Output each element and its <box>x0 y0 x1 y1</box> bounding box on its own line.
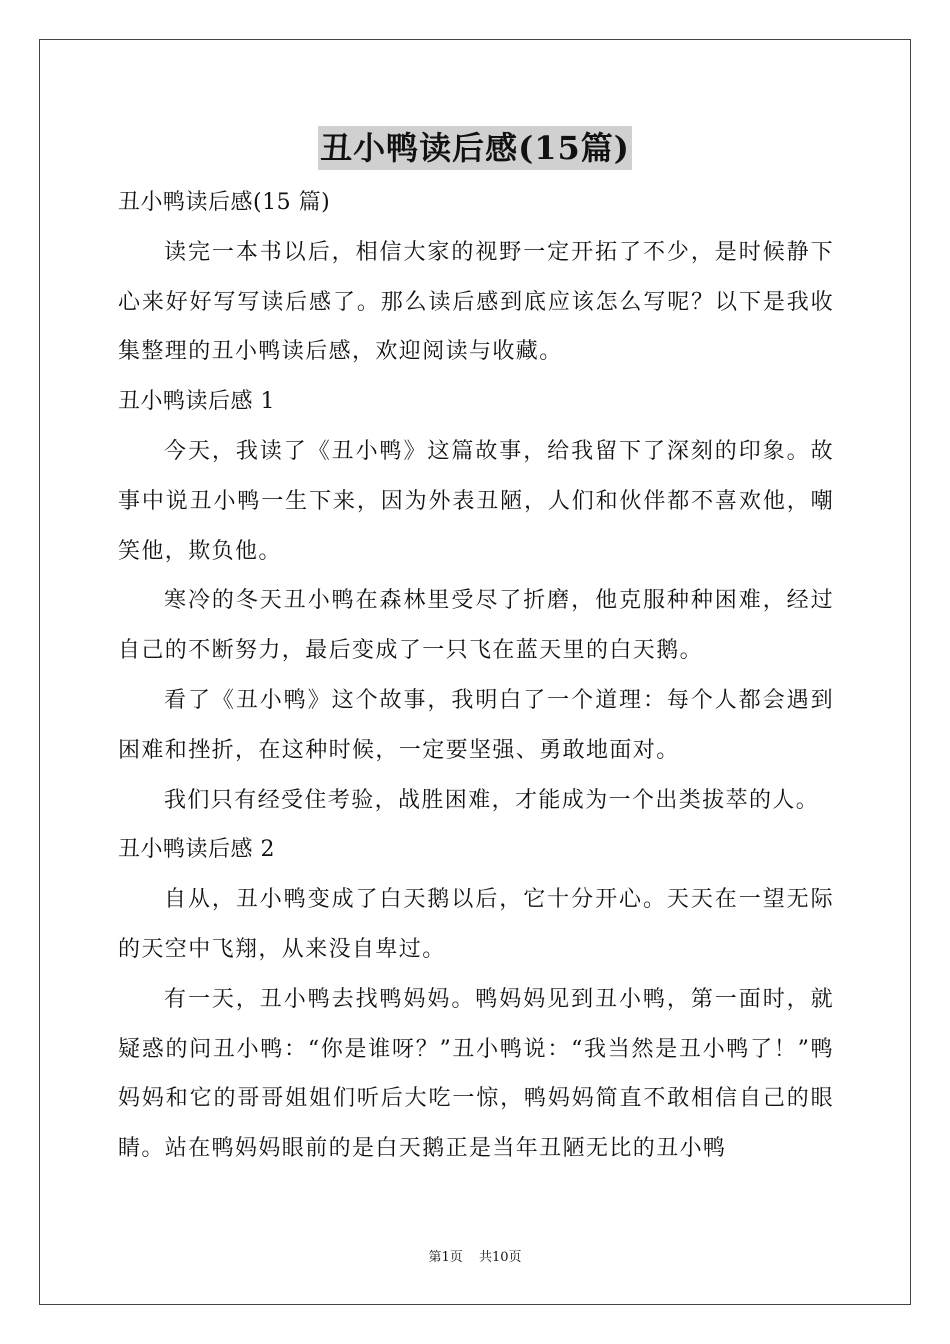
page-total: 共10页 <box>478 1250 522 1265</box>
paragraph: 读完一本书以后，相信大家的视野一定开拓了不少，是时候静下心来好好写写读后感了。那么读后感到底应该怎么写呢？以下是我收集整理的丑小鸭读后感，欢迎阅读与收藏。 <box>118 239 834 365</box>
section-heading: 丑小鸭读后感 1 <box>118 389 275 415</box>
paragraph: 今天，我读了《丑小鸭》这篇故事，给我留下了深刻的印象。故事中说丑小鸭一生下来，因为外表丑陋，人们和伙伴都不喜欢他，嘲笑他，欺负他。 <box>118 438 834 564</box>
section-heading: 丑小鸭读后感(15 篇) <box>118 190 331 215</box>
paragraph: 有一天，丑小鸭去找鸭妈妈。鸭妈妈见到丑小鸭，第一面时，就疑惑的问丑小鸭：“你是谁呀？”丑小鸭说：“我当然是丑小鸭了！”鸭妈妈和它的哥哥姐姐们听后大吃一惊，鸭妈妈简直不敢相信自己的眼睛。站在鸭妈妈眼前的是白天鹅正是当年丑陋无比的丑小鸭 <box>118 986 834 1162</box>
paragraph: 看了《丑小鸭》这个故事，我明白了一个道理：每个人都会遇到困难和挫折，在这种时候，一定要坚强、勇敢地面对。 <box>118 687 834 763</box>
document-title: 丑小鸭读后感(15篇) <box>318 126 632 170</box>
paragraph: 自从，丑小鸭变成了白天鹅以后，它十分开心。天天在一望无际的天空中飞翔，从来没自卑过。 <box>118 887 834 962</box>
paragraph: 我们只有经受住考验，战胜困难，才能成为一个出类拔萃的人。 <box>164 787 820 813</box>
page-footer <box>0 1246 950 1265</box>
paragraph: 寒冷的冬天丑小鸭在森林里受尽了折磨，他克服种种困难，经过自己的不断努力，最后变成了一只飞在蓝天里的白天鹅。 <box>118 588 834 664</box>
document-body <box>118 178 834 1174</box>
document-title-container <box>0 126 950 170</box>
section-heading: 丑小鸭读后感 2 <box>118 837 275 863</box>
page-number: 第1页 <box>428 1250 463 1265</box>
